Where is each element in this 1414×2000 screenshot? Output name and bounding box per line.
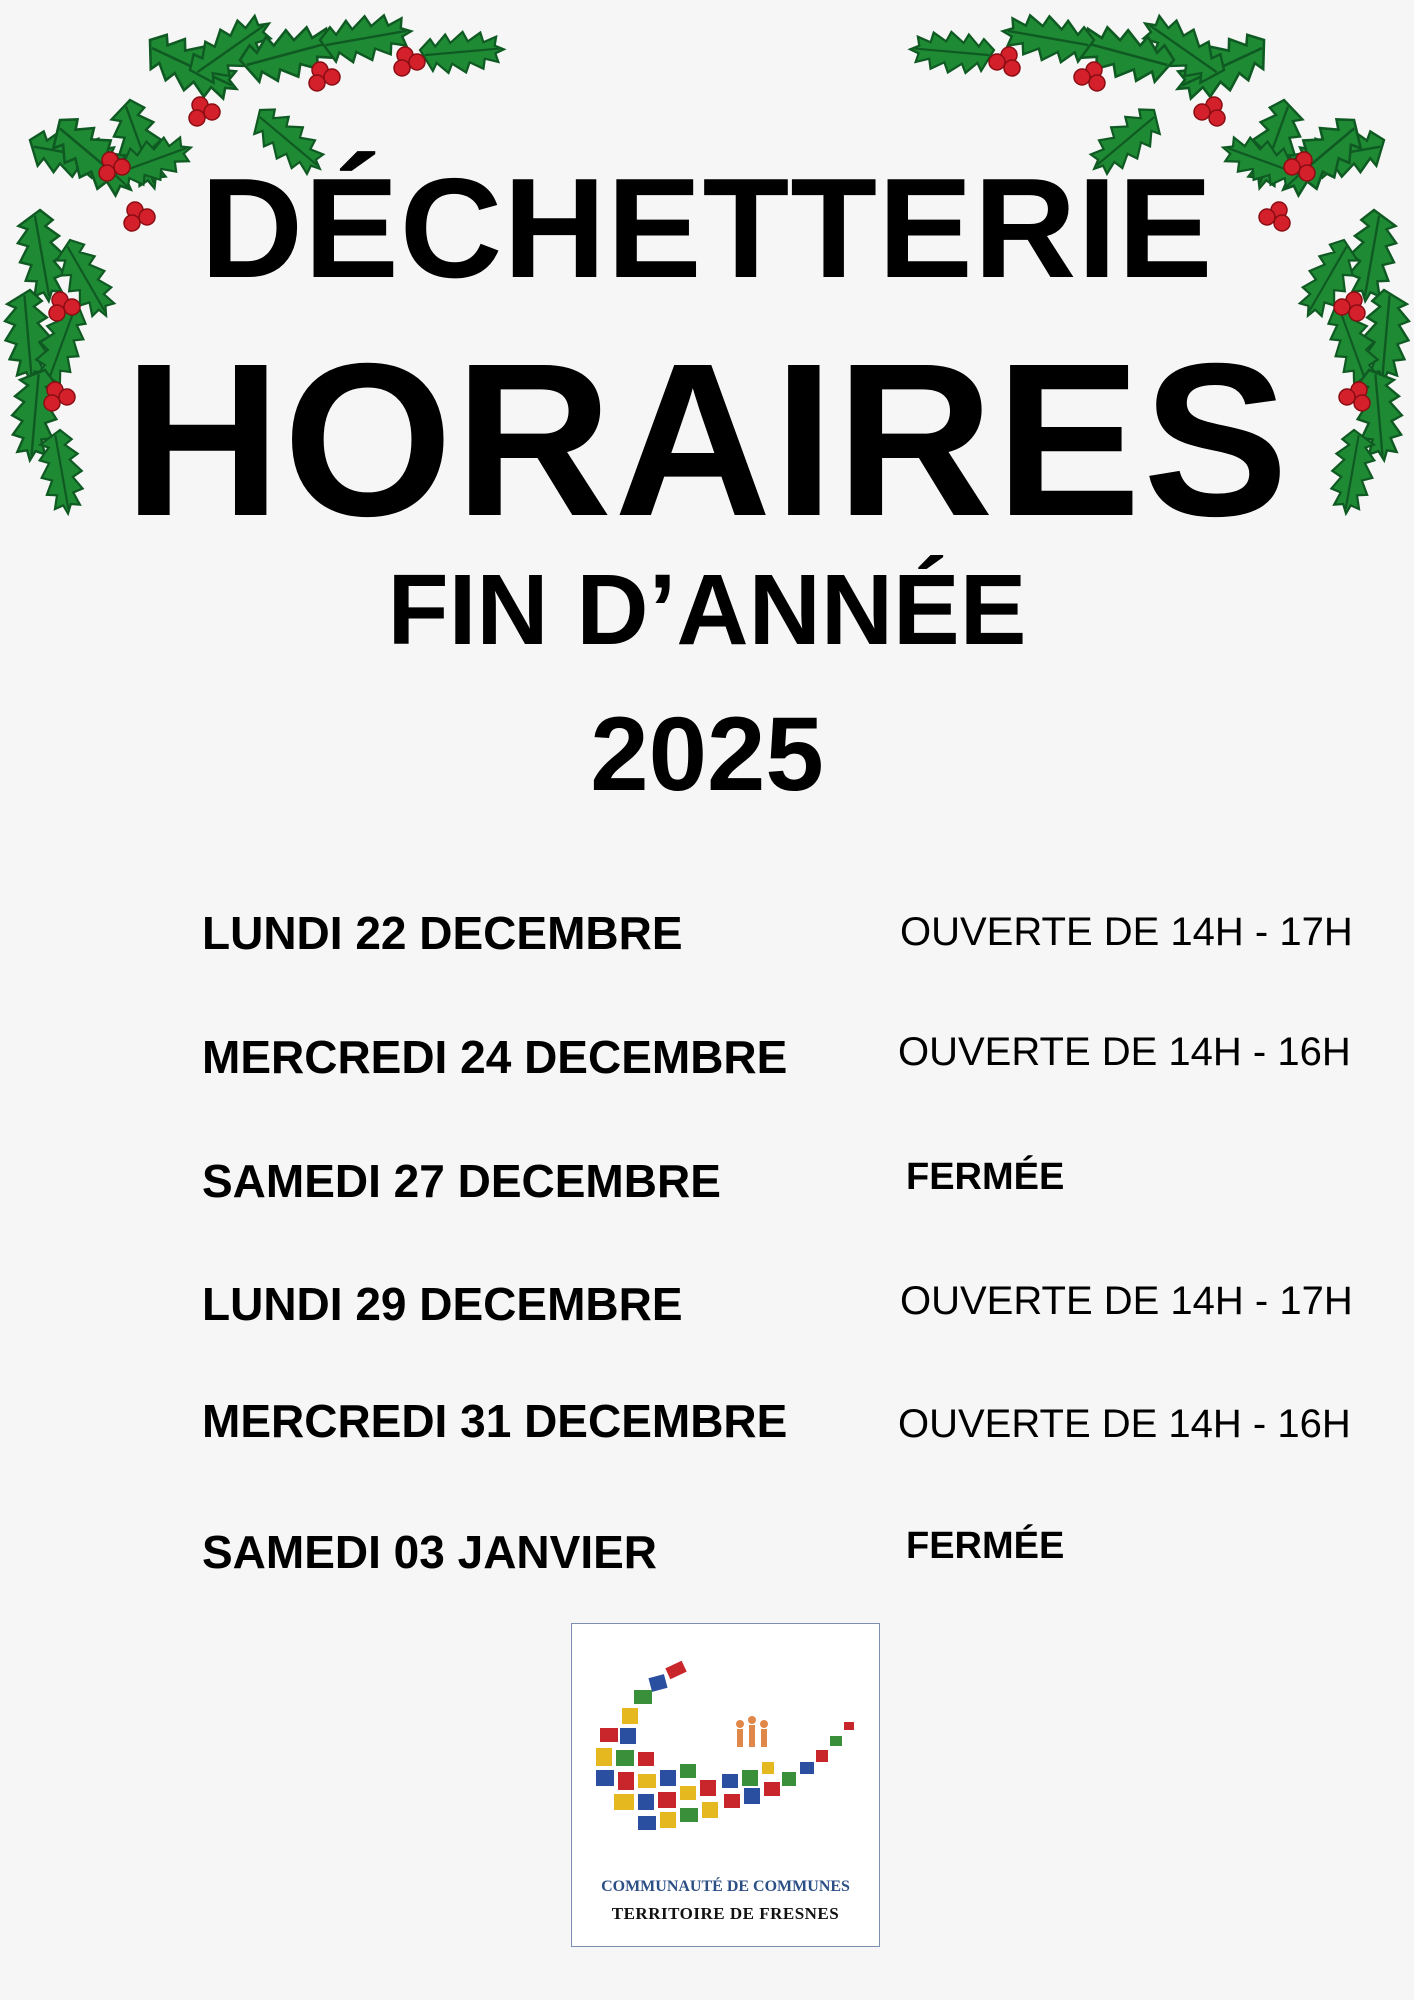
logo-text-line1: COMMUNAUTÉ DE COMMUNES — [601, 1878, 850, 1895]
schedule-day: MERCREDI 24 DECEMBRE — [202, 1031, 788, 1083]
schedule-day: SAMEDI 03 JANVIER — [202, 1526, 658, 1578]
schedule-status: OUVERTE DE 14H - 16H — [898, 1402, 1351, 1446]
schedule-status: OUVERTE DE 14H - 16H — [898, 1030, 1351, 1074]
title-year: 2025 — [590, 696, 824, 813]
schedule-day: SAMEDI 27 DECEMBRE — [202, 1155, 721, 1207]
territoire-de-fresnes-logo — [571, 1623, 880, 1947]
title-fin-annee: FIN D’ANNÉE — [387, 554, 1027, 666]
schedule-day: LUNDI 29 DECEMBRE — [202, 1278, 683, 1330]
schedule-status: OUVERTE DE 14H - 17H — [900, 910, 1353, 954]
schedule-day: MERCREDI 31 DECEMBRE — [202, 1395, 788, 1447]
logo-text-line2: TERRITOIRE DE FRESNES — [611, 1904, 840, 1923]
title-horaires: HORAIRES — [123, 319, 1291, 562]
schedule-status: FERMÉE — [906, 1156, 1065, 1198]
schedule-status: OUVERTE DE 14H - 17H — [900, 1279, 1353, 1323]
logo-mark-icon — [572, 1624, 881, 1874]
title-dechetterie: DÉCHETTERIE — [200, 149, 1214, 308]
schedule-day: LUNDI 22 DECEMBRE — [202, 907, 683, 959]
schedule-status: FERMÉE — [906, 1525, 1065, 1567]
